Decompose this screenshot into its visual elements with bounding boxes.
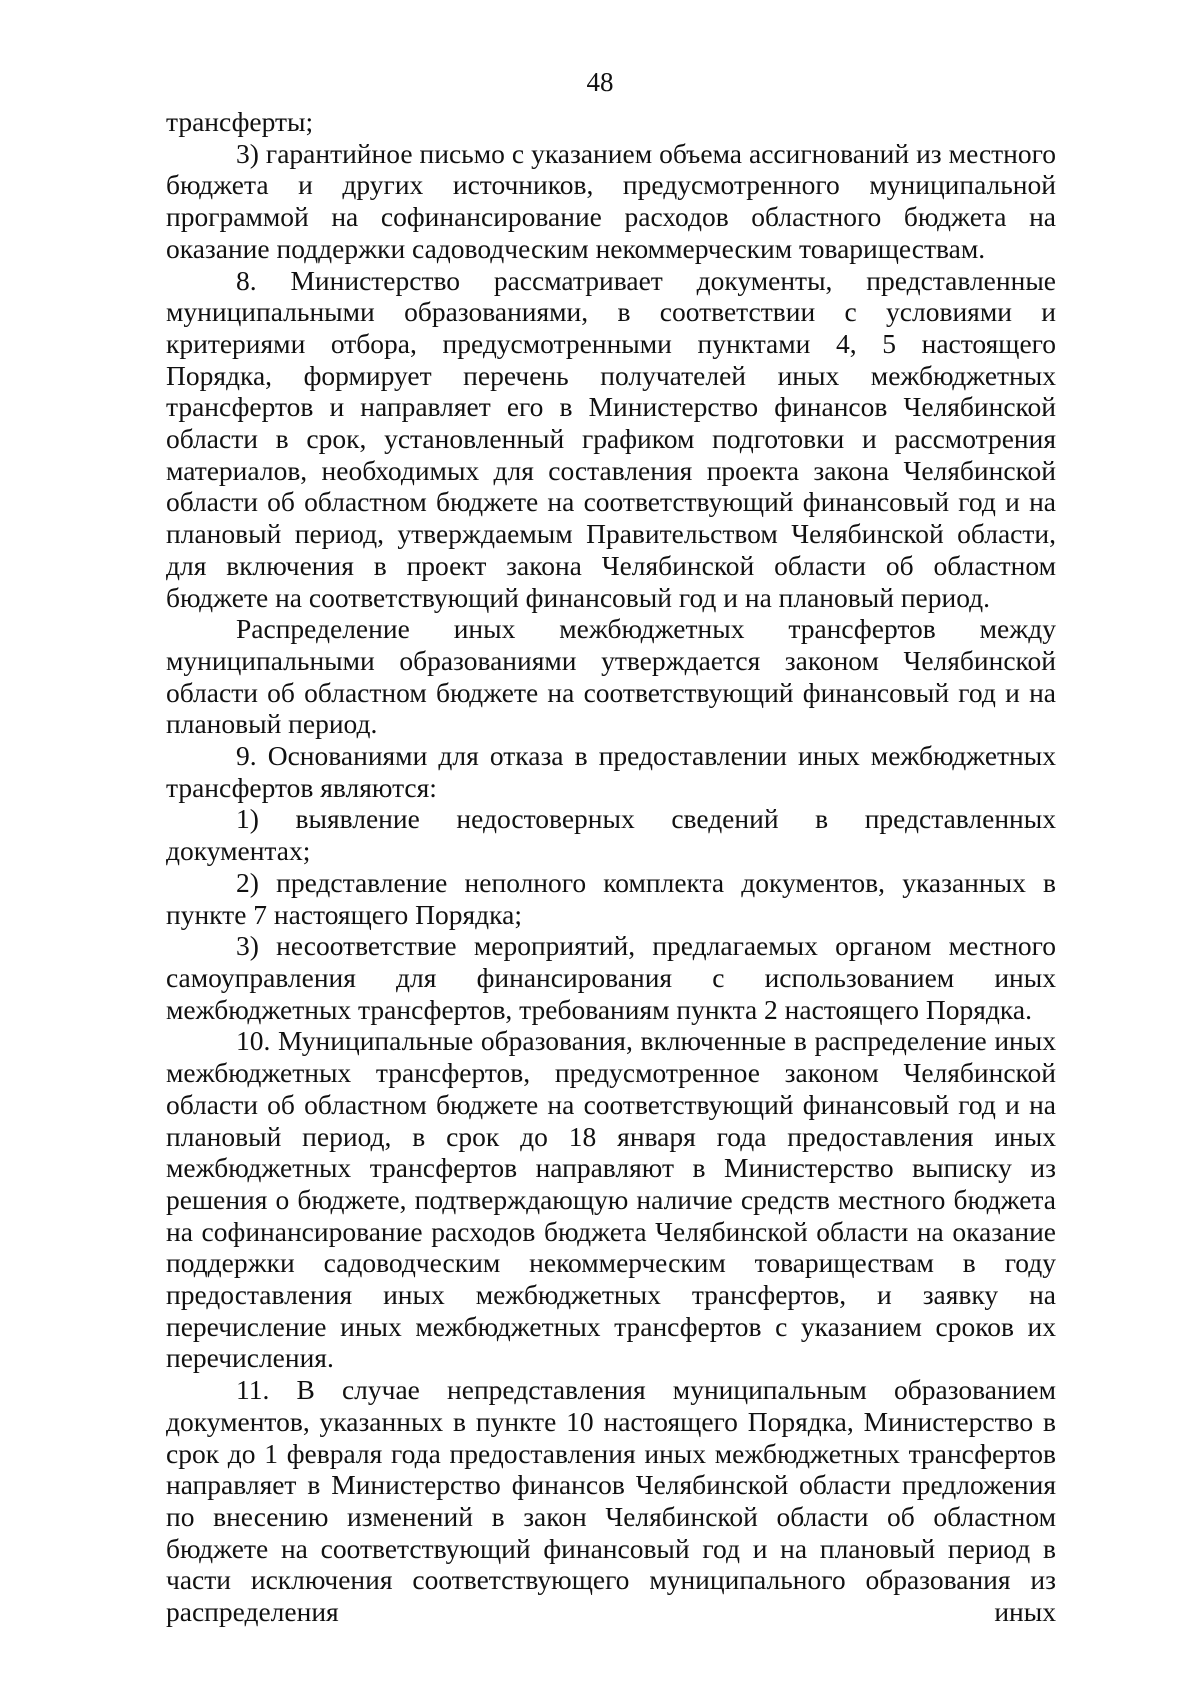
document-body: [166, 106, 1056, 1628]
paragraph-11: 11. В случае непредставления муниципальным образованием документов, указанных в пункте 10 настоящего Порядка, Министерство в срок до 1 февраля года предоставления иных межбюджетных трансфертов направляет в Министерство финансов Челябинской области предложения по внесению изменений в закон Челябинской области об областном бюджете на соответствующий финансовый год и на плановый период в части исключения соответствующего муниципального образования из распределения иных: [166, 1374, 1056, 1628]
paragraph-continuation: трансферты;: [166, 106, 314, 137]
paragraph-10: 10. Муниципальные образования, включенные в распределение иных межбюджетных трансфертов, предусмотренное законом Челябинской области об областном бюджете на соответствующий финансовый год и на плановый период, в срок до 18 января года предоставления иных межбюджетных трансфертов направляют в Министерство выписку из решения о бюджете, подтверждающую наличие средств местного бюджета на софинансирование расходов бюджета Челябинской области на оказание поддержки садоводческим некоммерческим товариществам в году предоставления иных межбюджетных трансфертов, и заявку на перечисление иных межбюджетных трансфертов с указанием сроков их перечисления.: [166, 1025, 1056, 1374]
paragraph-9-item-1: 1) выявление недостоверных сведений в представленных документах;: [166, 803, 1056, 867]
paragraph-item-3-guarantee-letter: 3) гарантийное письмо с указанием объема ассигнований из местного бюджета и других источников, предусмотренного муниципальной программой на софинансирование расходов областного бюджета на оказание поддержки садоводческим некоммерческим товариществам.: [166, 137, 1056, 264]
paragraph-9: 9. Основаниями для отказа в предоставлении иных межбюджетных трансфертов являются:: [166, 740, 1056, 803]
paragraph-distribution: Распределение иных межбюджетных трансфертов между муниципальными образованиями утверждается законом Челябинской области об областном бюджете на соответствующий финансовый год и на плановый период.: [166, 613, 1056, 740]
paragraph-9-item-3: 3) несоответствие мероприятий, предлагаемых органом местного самоуправления для финансирования с использованием иных межбюджетных трансфертов, требованиям пункта 2 настоящего Порядка.: [166, 930, 1056, 1025]
paragraph-9-item-2: 2) представление неполного комплекта документов, указанных в пункте 7 настоящего Порядка;: [166, 866, 1056, 930]
page-number: 48: [586, 67, 614, 97]
paragraph-8: 8. Министерство рассматривает документы, представленные муниципальными образованиями, в соответствии с условиями и критериями отбора, предусмотренными пунктами 4, 5 настоящего Порядка, формирует перечень получателей иных межбюджетных трансфертов и направляет его в Министерство финансов Челябинской области в срок, установленный графиком подготовки и рассмотрения материалов, необходимых для составления проекта закона Челябинской области об областном бюджете на соответствующий финансовый год и на плановый период, утверждаемым Правительством Челябинской области, для включения в проект закона Челябинской области об областном бюджете на соответствующий финансовый год и на плановый период.: [166, 264, 1056, 613]
